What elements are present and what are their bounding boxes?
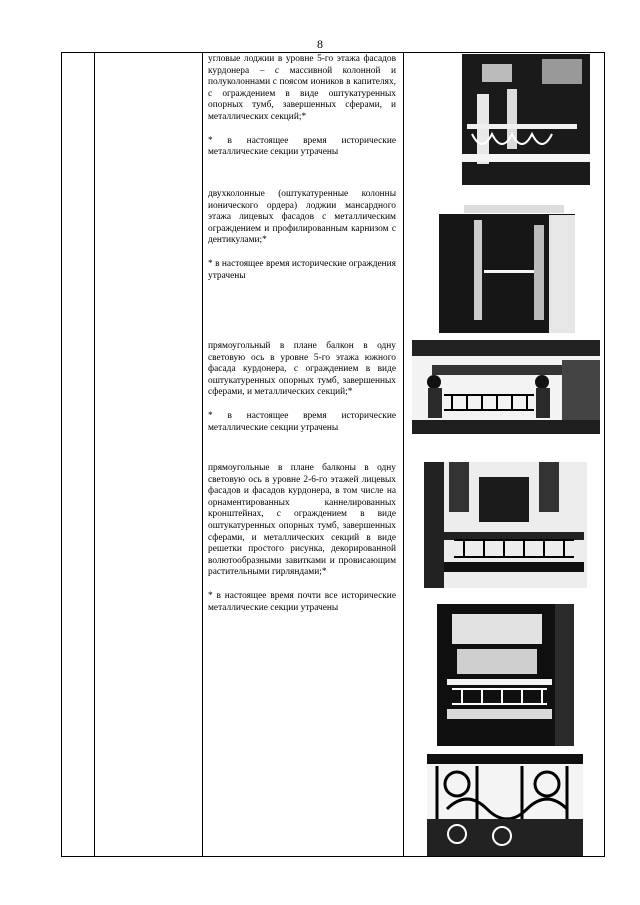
column-divider bbox=[403, 52, 404, 857]
element-note: * в настоящее время исторические ограждения утрачены bbox=[208, 258, 396, 281]
element-description: двухколонные (оштукатуренные колонны ионического ордера) лоджии мансардного этажа лицевых фасадов с металлическим ограждением и профилированным карнизом с дентикулами;* bbox=[208, 189, 396, 246]
table-row bbox=[208, 54, 396, 159]
balcony-railing-photo bbox=[427, 754, 583, 856]
monument-elements-table bbox=[61, 52, 605, 857]
balcony-brackets-photo bbox=[424, 462, 587, 588]
column-divider bbox=[202, 52, 203, 857]
attic-loggia-photo bbox=[439, 200, 575, 333]
element-description: угловые лоджии в уровне 5-го этажа фасадов курдонера – с массивной колонной и полуколоннами с поясом иоников в капителях, с ограждением в виде оштукатуренных опорных тумб, завершенных сферами, и металлических секций;* bbox=[208, 54, 396, 122]
table-right-border bbox=[604, 52, 605, 857]
page-number: 8 bbox=[317, 37, 323, 51]
element-description: прямоугольные в плане балконы в одну световую ось в уровне 2-6-го этажей лицевых фасадов и фасадов курдонера, в том числе на орнаментированных каннелированных кронштейнах, с ограждением в виде оштукатуренных опорных тумб, завершенных сферами, и металлических секций в виде решетки простого рисунка, декорированной волютообразными завитками и провисающим растительными гирляндами;* bbox=[208, 463, 396, 578]
table-left-border bbox=[61, 52, 62, 857]
column-divider bbox=[94, 52, 95, 857]
table-row bbox=[208, 189, 396, 282]
element-description: прямоугольный в плане балкон в одну световую ось в уровне 5-го этажа южного фасада курдонера, с ограждением в виде оштукатуренных опорных тумб, завершенных сферами, и металлических секций;* bbox=[208, 341, 396, 398]
south-balcony-photo bbox=[412, 340, 600, 434]
element-note: * в настоящее время исторические металлические секции утрачены bbox=[208, 135, 396, 158]
table-bottom-border bbox=[61, 856, 605, 857]
table-top-border bbox=[61, 52, 605, 53]
element-note: * в настоящее время почти все исторические металлические секции утрачены bbox=[208, 590, 396, 613]
balcony-facade-photo bbox=[437, 604, 574, 746]
table-row bbox=[208, 341, 396, 434]
element-note: * в настоящее время исторические металлические секции утрачены bbox=[208, 410, 396, 433]
corner-loggia-photo bbox=[422, 54, 590, 185]
table-row bbox=[208, 463, 396, 614]
